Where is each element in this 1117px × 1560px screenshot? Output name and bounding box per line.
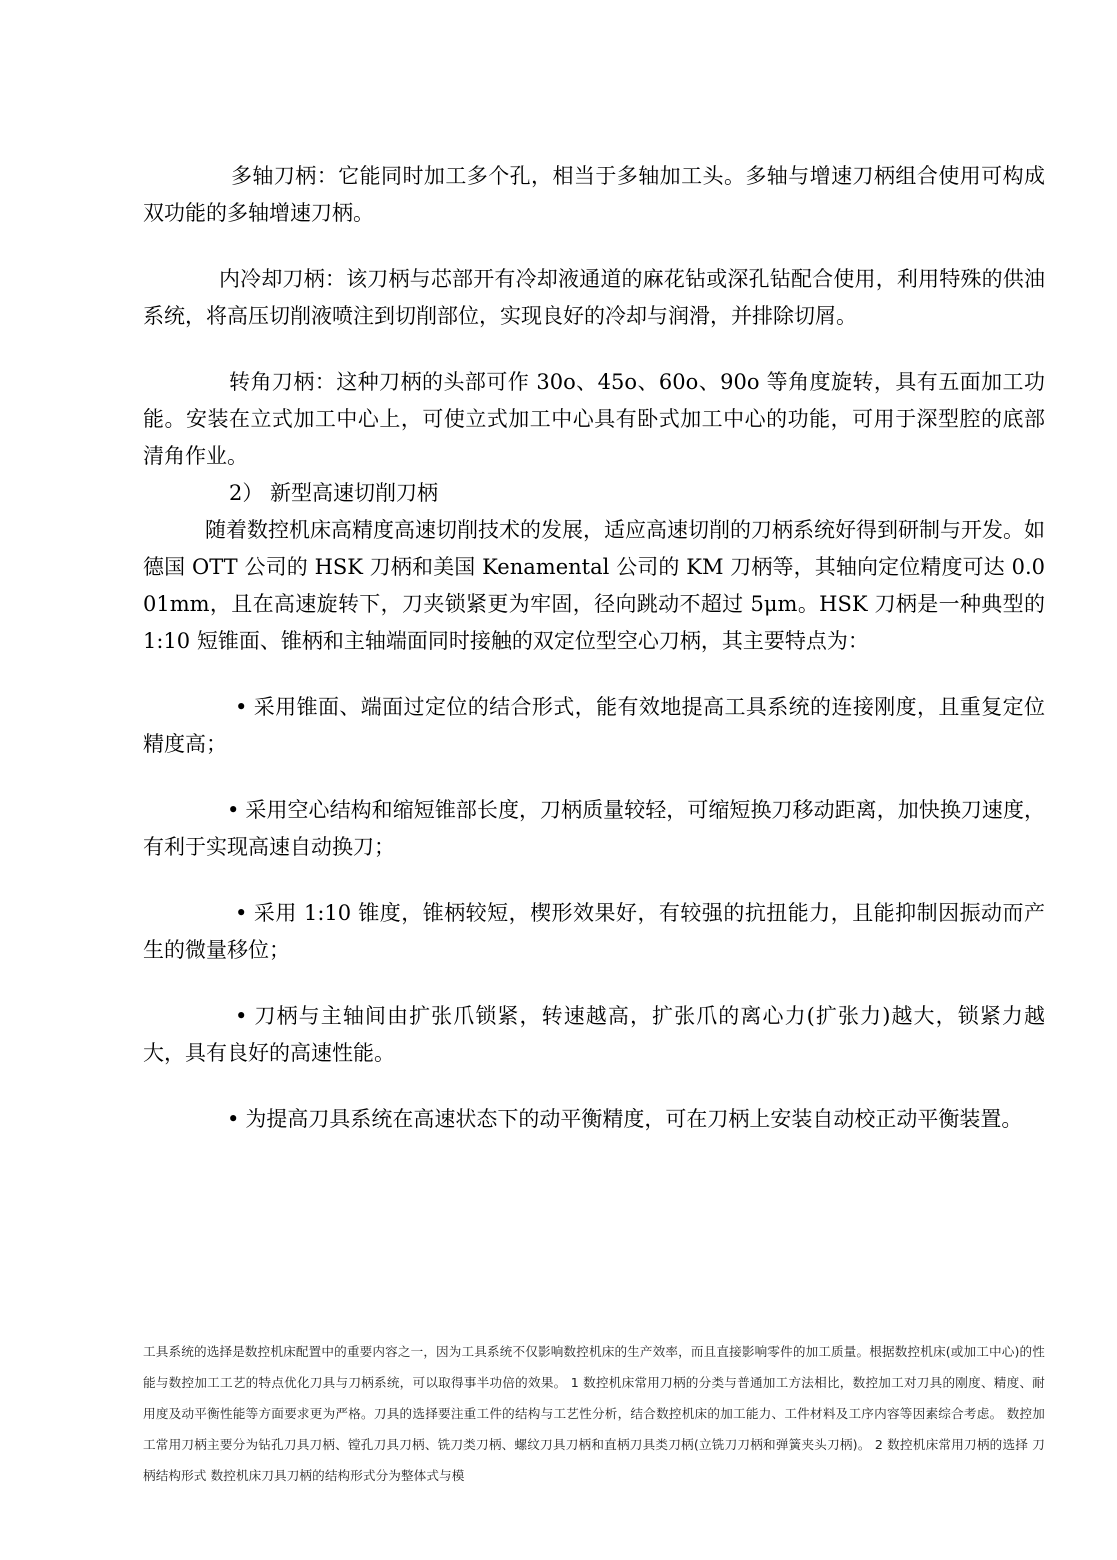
- bullet-text: 采用锥面、端面过定位的结合形式，能有效地提高工具系统的连接刚度，且重复定位精度高；: [143, 695, 1045, 756]
- paragraph-multi-axis-holder: 多轴刀柄：它能同时加工多个孔，相当于多轴加工头。多轴与增速刀柄组合使用可构成双功能的多轴增速刀柄。: [143, 164, 1045, 225]
- bullet-icon: •: [227, 1107, 240, 1131]
- document-body: [143, 158, 1045, 1138]
- bullet-item: [143, 895, 1045, 969]
- paragraph-section-intro: 随着数控机床高精度高速切削技术的发展，适应高速切削的刀柄系统好得到研制与开发。如德国 OTT 公司的 HSK 刀柄和美国 Kenamental 公司的 KM 刀柄等，其轴向定位精度可达 0.001mm，且在高速旋转下，刀夹锁紧更为牢固，径向跳动不超过 5μm。HSK 刀柄是一种典型的 1:10 短锥面、锥柄和主轴端面同时接触的双定位型空心刀柄，其主要特点为：: [143, 518, 1045, 653]
- paragraph-internal-cooling-holder: 内冷却刀柄：该刀柄与芯部开有冷却液通道的麻花钻或深孔钻配合使用，利用特殊的供油系统，将高压切削液喷注到切削部位，实现良好的冷却与润滑，并排除切屑。: [143, 267, 1045, 328]
- bullet-item: [143, 1101, 1045, 1138]
- section-heading: 2） 新型高速切削刀柄: [229, 481, 439, 505]
- bullet-icon: •: [235, 1004, 248, 1028]
- bullet-text: 为提高刀具系统在高速状态下的动平衡精度，可在刀柄上安装自动校正动平衡装置。: [245, 1107, 1023, 1131]
- bullet-item: [143, 689, 1045, 763]
- footer-summary-text: 工具系统的选择是数控机床配置中的重要内容之一，因为工具系统不仅影响数控机床的生产效率，而且直接影响零件的加工质量。根据数控机床(或加工中心)的性能与数控加工工艺的特点优化刀具与刀柄系统，可以取得事半功倍的效果。 1 数控机床常用刀柄的分类与普通加工方法相比，数控加工对刀具的刚度、精度、耐用度及动平衡性能等方面要求更为严格。刀具的选择要注重工件的结构与工艺性分析，结合数控机床的加工能力、工件材料及工序内容等因素综合考虑。 数控加工常用刀柄主要分为钻孔刀具刀柄、镗孔刀具刀柄、铣刀类刀柄、螺纹刀具刀柄和直柄刀具类刀柄(立铣刀刀柄和弹簧夹头刀柄)。 2 数控机床常用刀柄的选择 刀柄结构形式 数控机床刀具刀柄的结构形式分为整体式与模: [143, 1344, 1045, 1483]
- bullet-item: [143, 998, 1045, 1072]
- bullet-text: 采用 1:10 锥度，锥柄较短，楔形效果好，有较强的抗扭能力，且能抑制因振动而产生的微量移位；: [143, 901, 1045, 962]
- paragraph-angle-holder: 转角刀柄：这种刀柄的头部可作 30o、45o、60o、90o 等角度旋转，具有五面加工功能。安装在立式加工中心上，可使立式加工中心具有卧式加工中心的功能，可用于深型腔的底部清角作业。: [143, 370, 1045, 468]
- bullet-item: [143, 792, 1045, 866]
- bullet-icon: •: [227, 798, 240, 822]
- bullet-icon: •: [235, 695, 248, 719]
- bullet-text: 刀柄与主轴间由扩张爪锁紧，转速越高，扩张爪的离心力(扩张力)越大，锁紧力越大，具有良好的高速性能。: [143, 1004, 1045, 1065]
- bullet-icon: •: [235, 901, 248, 925]
- bullet-text: 采用空心结构和缩短锥部长度，刀柄质量较轻，可缩短换刀移动距离，加快换刀速度，有利于实现高速自动换刀；: [143, 798, 1045, 859]
